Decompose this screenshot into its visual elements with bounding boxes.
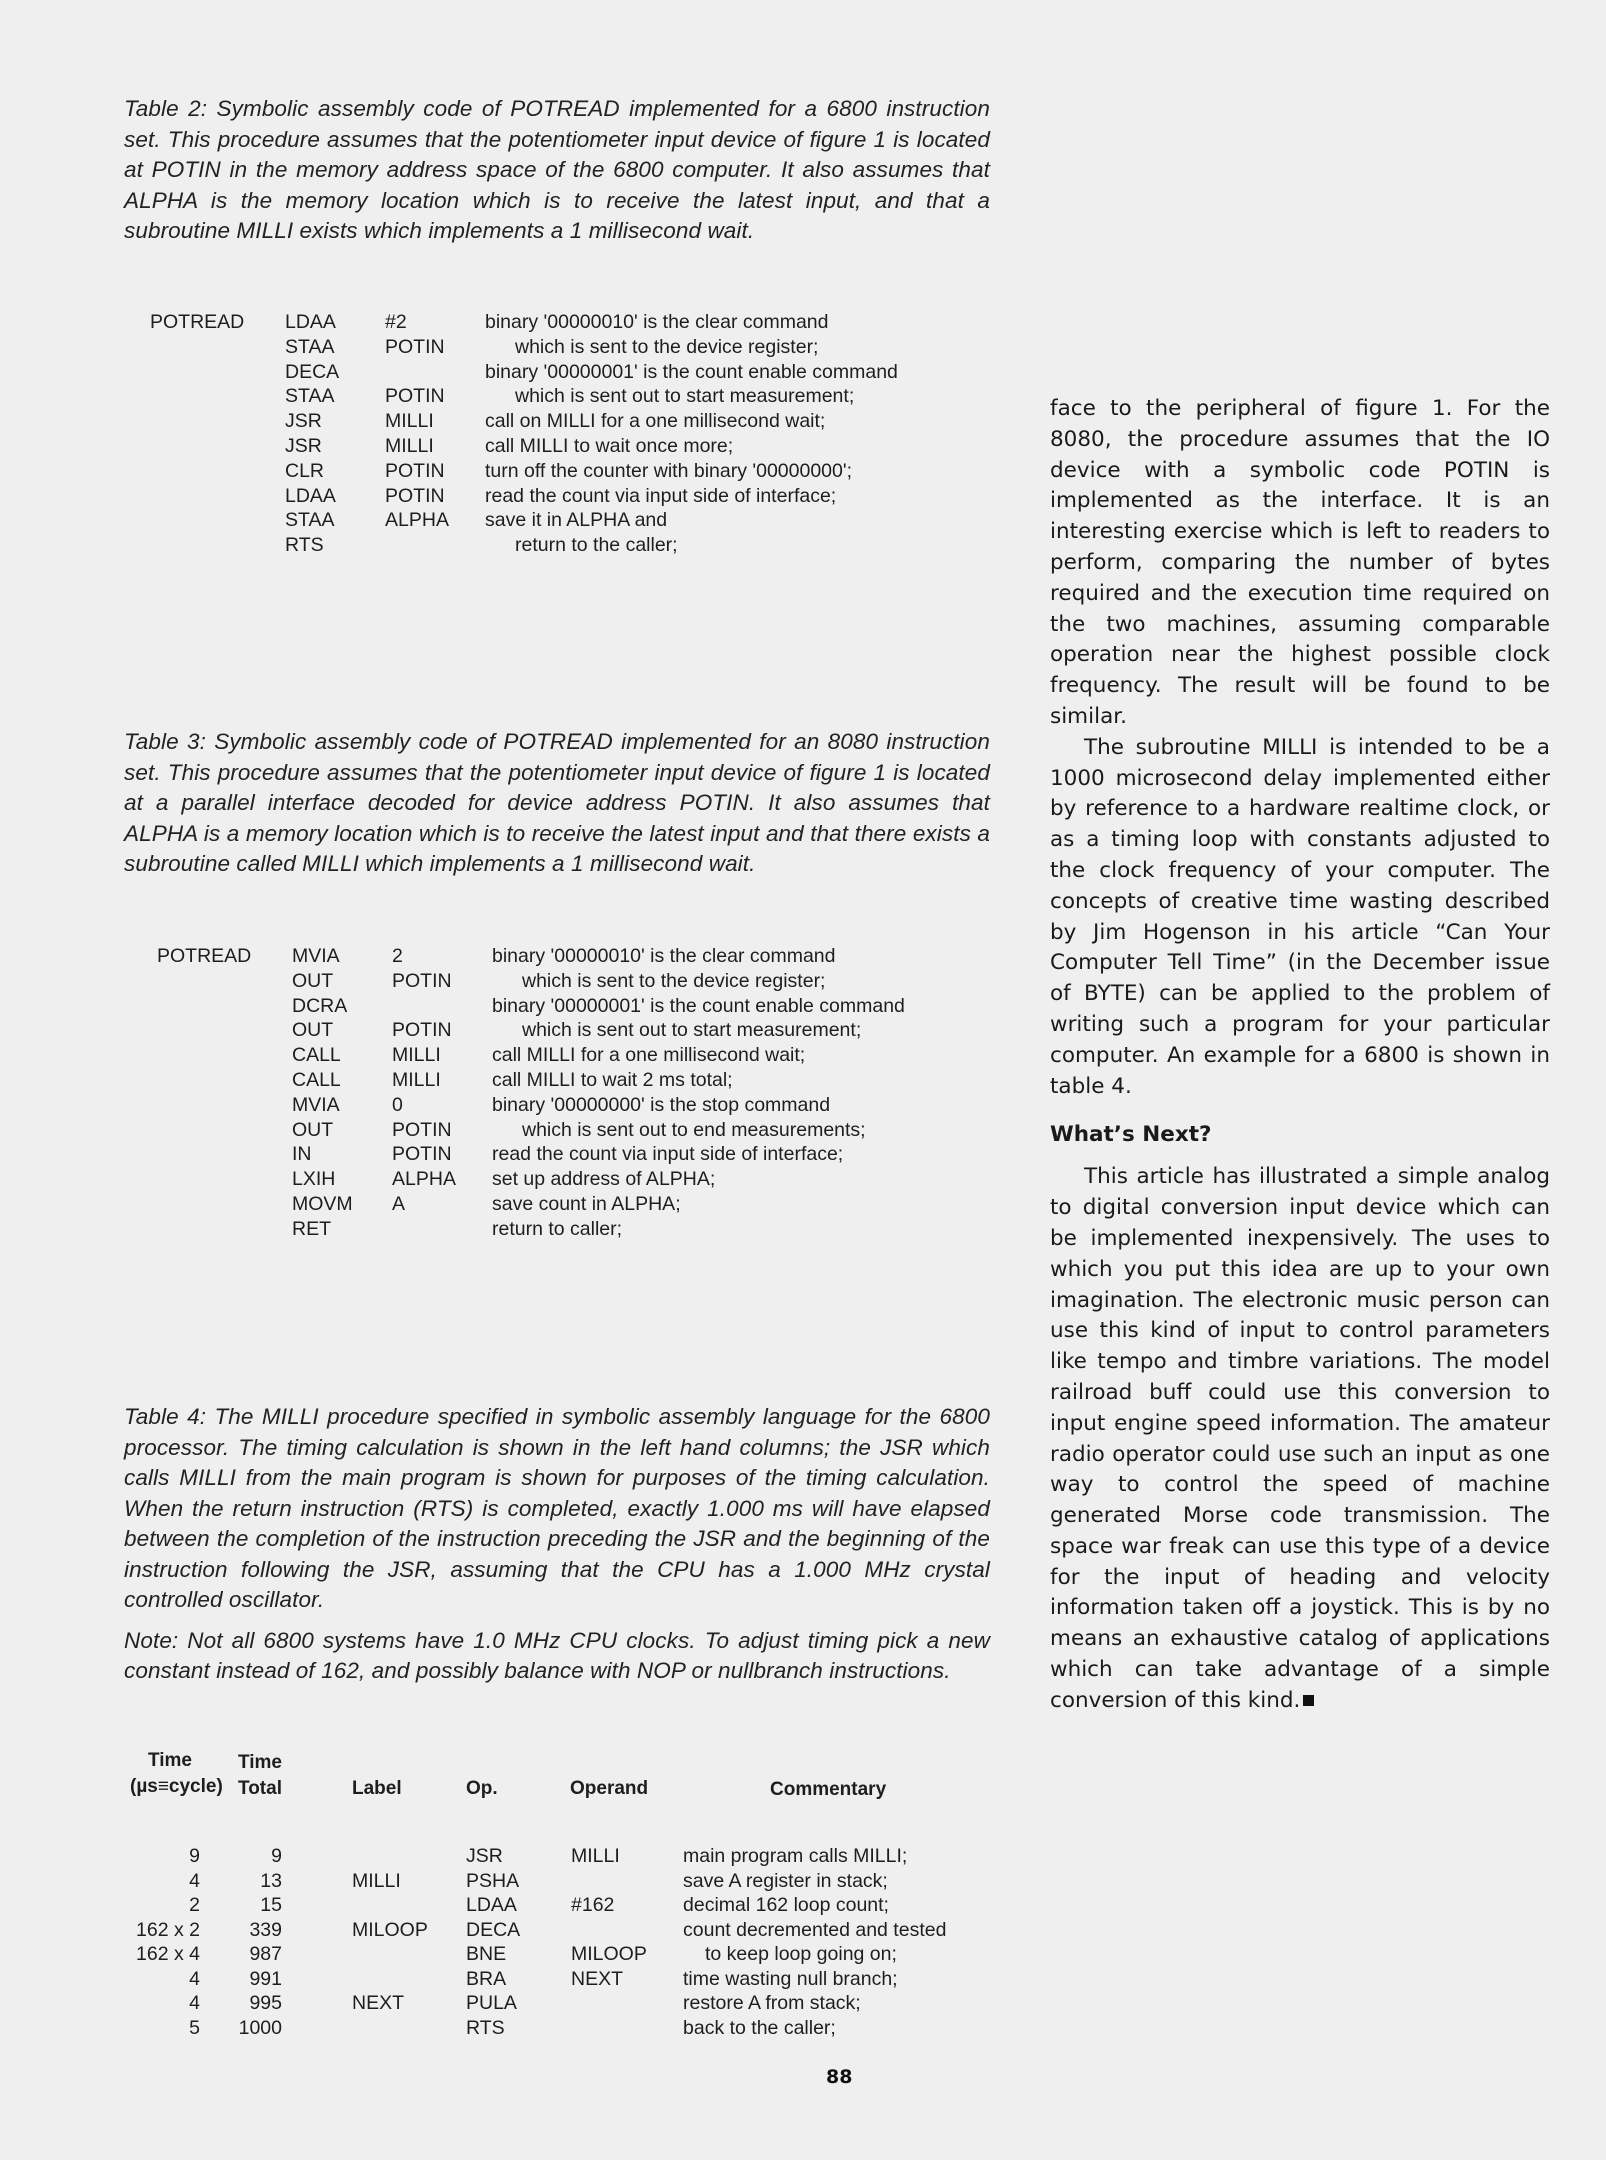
code-opcode: RTS (285, 534, 324, 557)
code-comment: save it in ALPHA and (485, 509, 668, 532)
cell-time: 4 (189, 1967, 200, 1990)
code-comment: turn off the counter with binary '00000000'; (485, 459, 852, 482)
code-opcode: CALL (292, 1044, 341, 1067)
cell-commentary: to keep loop going on; (705, 1943, 897, 1965)
page-number: 88 (826, 2066, 853, 2088)
code-opcode: DCRA (292, 994, 348, 1017)
code-opcode: MVIA (292, 1093, 340, 1116)
code-label: POTREAD (150, 311, 245, 333)
code-operand: 0 (392, 1093, 403, 1116)
table3-caption (124, 727, 990, 890)
code-opcode: LXIH (292, 1168, 336, 1191)
code-operand: ALPHA (385, 509, 449, 532)
cell-time-total: 13 (260, 1869, 282, 1892)
code-opcode: OUT (292, 1019, 334, 1042)
table4-note: Note: Not all 6800 systems have 1.0 MHz CPU clocks. To adjust timing pick a new constant instead of 162, and possibly balance with NOP or nullbranch instructions. (124, 1627, 990, 1683)
table-row (130, 2016, 1000, 2041)
table4-caption (124, 1402, 990, 1697)
cell-label: NEXT (352, 1992, 405, 2014)
table-row (130, 1844, 1000, 1869)
code-operand: #2 (385, 311, 407, 333)
cell-commentary: back to the caller; (683, 2016, 836, 2039)
code-comment: save count in ALPHA; (492, 1192, 681, 1215)
cell-time-total: 991 (249, 1967, 282, 1990)
cell-time: 162 x 4 (136, 1943, 200, 1965)
code-label: POTREAD (157, 945, 252, 967)
code-operand: A (392, 1192, 406, 1215)
cell-time-total: 15 (260, 1894, 282, 1916)
cell-op: DECA (466, 1918, 521, 1941)
cell-commentary: save A register in stack; (683, 1869, 888, 1892)
article-paragraph-1: face to the peripheral of figure 1. For the 8080, the procedure assumes that the IO device with a symbolic code POTIN is implemented as the interface. It is an interesting exercise which is left to readers to perform, comparing the number of bytes required and the execution time required on the two machines, assuming comparable operation near the highest possible clock frequency. The result will be found to be similar. (1050, 396, 1550, 729)
code-comment: binary '00000001' is the count enable command (492, 994, 905, 1017)
cell-time: 5 (189, 2016, 200, 2039)
code-opcode: MOVM (292, 1192, 353, 1215)
cell-time: 9 (189, 1845, 200, 1867)
cell-label: MILOOP (352, 1918, 428, 1941)
table-row (130, 1918, 1000, 1943)
cell-time-total: 995 (249, 1992, 282, 2014)
code-operand: ALPHA (392, 1168, 456, 1191)
code-opcode: STAA (285, 385, 335, 408)
code-comment: binary '00000010' is the clear command (485, 311, 829, 333)
table-row (130, 1942, 1000, 1967)
code-comment: which is sent out to end measurements; (522, 1118, 866, 1141)
header-operand: Operand (570, 1778, 649, 1799)
cell-commentary: time wasting null branch; (683, 1967, 898, 1990)
code-comment: which is sent out to start measurement; (515, 385, 855, 408)
code-comment: return to caller; (492, 1217, 623, 1240)
table3-caption-text: Table 3: Symbolic assembly code of POTREAD implemented for an 8080 instruction set. This procedure assumes that the potentiometer input device of figure 1 is located at a parallel interface decoded for device address POTIN. It also assumes that ALPHA is a memory location which is to receive the latest input and that there exists a subroutine called MILLI which implements a 1 millisecond wait. (124, 729, 990, 876)
code-operand: POTIN (385, 459, 445, 482)
code-opcode: STAA (285, 335, 335, 358)
code-opcode: IN (292, 1143, 312, 1166)
code-opcode: CALL (292, 1068, 341, 1091)
code-operand: POTIN (385, 335, 445, 358)
article-column (1050, 394, 1550, 1717)
cell-op: PULA (466, 1992, 517, 2014)
header-op: Op. (466, 1778, 498, 1799)
code-comment: call on MILLI for a one millisecond wait; (485, 410, 826, 433)
code-operand: 2 (392, 945, 403, 967)
header-label: Label (352, 1778, 402, 1799)
code-operand: POTIN (385, 385, 445, 408)
header-time (130, 1748, 223, 1800)
cell-operand: NEXT (571, 1967, 624, 1990)
end-of-article-square-icon (1303, 1695, 1314, 1706)
code-opcode: OUT (292, 969, 334, 992)
code-comment: which is sent out to start measurement; (522, 1019, 862, 1042)
section-heading-whats-next: What’s Next? (1050, 1122, 1212, 1148)
code-operand: MILLI (385, 410, 434, 433)
code-comment: set up address of ALPHA; (492, 1168, 716, 1191)
code-comment: call MILLI to wait once more; (485, 434, 734, 457)
article-paragraph-3 (1050, 1162, 1550, 1716)
cell-op: PSHA (466, 1869, 520, 1892)
header-commentary: Commentary (770, 1779, 887, 1800)
code-opcode: RET (292, 1217, 331, 1240)
code-operand: POTIN (392, 1019, 452, 1042)
header-total-line1: Time (237, 1752, 282, 1773)
code-opcode: LDAA (285, 484, 336, 507)
cell-operand: #162 (571, 1894, 615, 1916)
header-time-line1: Time (147, 1750, 192, 1771)
code-comment: which is sent to the device register; (515, 335, 819, 358)
table4-header-row (130, 1748, 1000, 1828)
code-opcode: CLR (285, 459, 325, 482)
cell-operand: MILLI (571, 1845, 620, 1867)
cell-op: BNE (466, 1943, 507, 1965)
cell-commentary: decimal 162 loop count; (683, 1894, 889, 1916)
code-opcode: MVIA (292, 945, 340, 967)
code-operand: MILLI (392, 1044, 441, 1067)
code-opcode: DECA (285, 360, 340, 383)
code-comment: call MILLI for a one millisecond wait; (492, 1044, 806, 1067)
code-operand: POTIN (392, 1143, 452, 1166)
cell-time: 162 x 2 (136, 1918, 200, 1941)
code-comment: binary '00000000' is the stop command (492, 1093, 831, 1116)
cell-commentary: restore A from stack; (683, 1992, 861, 2014)
code-operand: POTIN (392, 969, 452, 992)
cell-time-total: 987 (249, 1943, 282, 1965)
code-comment: return to the caller; (515, 534, 678, 557)
code-comment: read the count via input side of interface; (492, 1143, 844, 1166)
code-opcode: OUT (292, 1118, 334, 1141)
header-total (230, 1750, 290, 1802)
cell-label: MILLI (352, 1869, 401, 1892)
cell-time: 4 (189, 1992, 200, 2014)
table-row (130, 1893, 1000, 1918)
cell-commentary: count decremented and tested (683, 1918, 947, 1941)
code-operand: POTIN (392, 1118, 452, 1141)
table-row (130, 1869, 1000, 1894)
code-operand: MILLI (385, 434, 434, 457)
table2-caption (124, 94, 990, 257)
article-paragraph-2: The subroutine MILLI is intended to be a 1000 microsecond delay implemented either by reference to a hardware realtime clock, or as a timing loop with constants adjusted to the clock frequency of your computer. The concepts of creative time wasting described by Jim Hogenson in his article “Can Your Computer Tell Time” (in the December issue of BYTE) can be applied to the problem of writing such a program for your particular computer. An example for a 6800 is shown in table 4. (1050, 734, 1550, 1099)
cell-op: JSR (466, 1845, 503, 1867)
cell-commentary: main program calls MILLI; (683, 1845, 908, 1867)
code-opcode: LDAA (285, 311, 336, 333)
cell-op: LDAA (466, 1894, 517, 1916)
table-row (130, 1991, 1000, 2016)
table4-body (130, 1844, 1000, 2040)
code-opcode: STAA (285, 509, 335, 532)
cell-time-total: 9 (271, 1845, 282, 1867)
table4-caption-text: Table 4: The MILLI procedure specified in symbolic assembly language for the 6800 processor. The timing calculation is shown in the left hand columns; the JSR which calls MILLI from the main program is shown for purposes of the timing calculation. When the return instruction (RTS) is completed, exactly 1.000 ms will have elapsed between the completion of the instruction preceding the JSR and the beginning of the instruction following the JSR, assuming that the CPU has a 1.000 MHz crystal controlled oscillator. (124, 1404, 990, 1612)
cell-time-total: 1000 (238, 2016, 282, 2039)
table4-timing-table (130, 1748, 1000, 2039)
cell-time: 2 (189, 1894, 200, 1916)
code-comment: which is sent to the device register; (522, 969, 826, 992)
table-row (130, 1967, 1000, 1992)
code-comment: binary '00000010' is the clear command (492, 945, 836, 967)
table2-caption-text: Table 2: Symbolic assembly code of POTREAD implemented for a 6800 instruction set. This procedure assumes that the potentiometer input device of figure 1 is located at POTIN in the memory address space of the 6800 computer. It also assumes that ALPHA is the memory location which is to receive the latest input, and that a subroutine MILLI exists which implements a 1 millisecond wait. (124, 96, 990, 243)
code-opcode: JSR (285, 410, 322, 433)
code-comment: read the count via input side of interface; (485, 484, 837, 507)
article-paragraph-3-text: This article has illustrated a simple analog to digital conversion input device which can be implemented inexpensively. The uses to which you put this idea are up to your own imagination. The electronic music person can use this kind of input to control parameters like tempo and timbre variations. The model railroad buff could use this conversion to input engine speed information. The amateur radio operator could use such an input as one way to control the speed of machine generated Morse code transmission. The space war freak can use this type of a device for the input of heading and velocity information taken off a joystick. This is by no means an exhaustive catalog of applications which can take advantage of a simple conversion of this kind. (1050, 1164, 1550, 1713)
cell-op: RTS (466, 2016, 505, 2039)
header-total-line2: Total (238, 1778, 282, 1799)
cell-op: BRA (466, 1967, 507, 1990)
cell-time-total: 339 (249, 1918, 282, 1941)
code-comment: call MILLI to wait 2 ms total; (492, 1068, 733, 1091)
header-time-line2: (µs≡cycle) (130, 1776, 223, 1797)
code-operand: MILLI (392, 1068, 441, 1091)
code-opcode: JSR (285, 434, 322, 457)
cell-operand: MILOOP (571, 1943, 647, 1965)
cell-time: 4 (189, 1869, 200, 1892)
code-operand: POTIN (385, 484, 445, 507)
code-comment: binary '00000001' is the count enable command (485, 360, 898, 383)
